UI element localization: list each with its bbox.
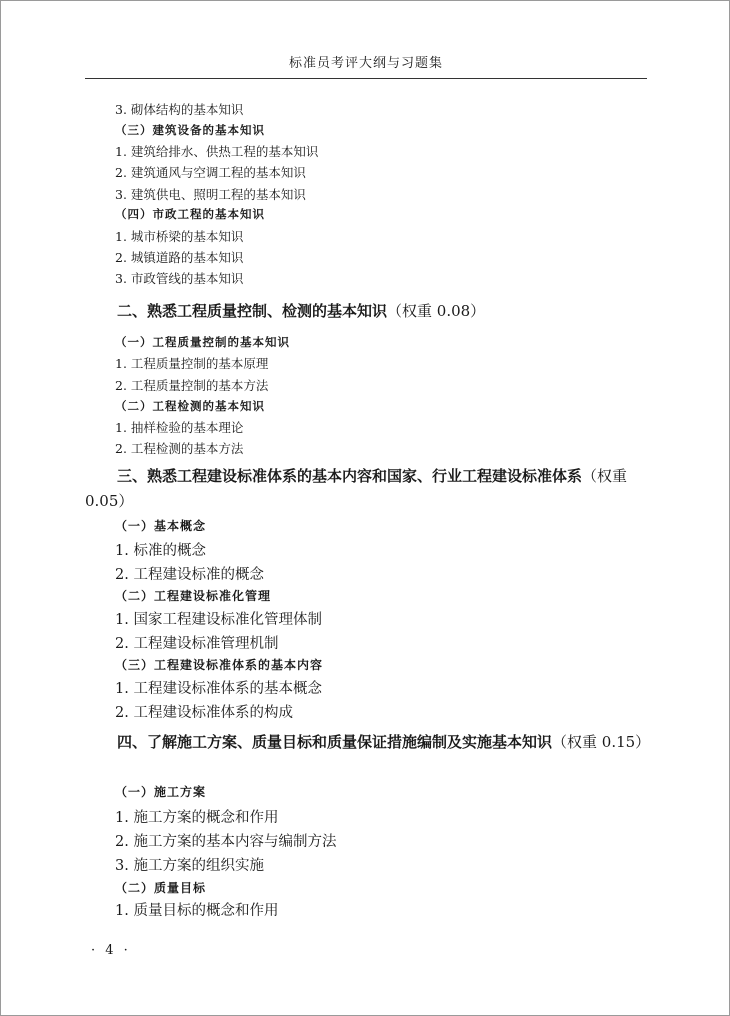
list-item: 3. 施工方案的组织实施 — [115, 858, 264, 874]
list-item: 1. 工程质量控制的基本原理 — [115, 356, 269, 371]
section-title: 四、了解施工方案、质量目标和质量保证措施编制及实施基本知识 — [117, 733, 553, 751]
list-item: 1. 国家工程建设标准化管理体制 — [115, 612, 322, 628]
list-item: 1. 抽样检验的基本理论 — [115, 420, 244, 435]
section-weight: （权重 0.08） — [387, 302, 486, 320]
section-weight: （权重 0.05） — [85, 467, 628, 510]
subsection-heading: （三）建筑设备的基本知识 — [115, 123, 265, 137]
section-heading — [117, 300, 485, 321]
section-heading — [85, 464, 651, 514]
list-item: 3. 砌体结构的基本知识 — [115, 102, 244, 117]
list-item: 3. 市政管线的基本知识 — [115, 271, 244, 286]
list-item: 1. 施工方案的概念和作用 — [115, 810, 279, 826]
section-title: 三、熟悉工程建设标准体系的基本内容和国家、行业工程建设标准体系 — [117, 467, 583, 485]
subsection-heading: （一）基本概念 — [115, 519, 207, 533]
subsection-heading: （四）市政工程的基本知识 — [115, 207, 265, 221]
list-item: 1. 建筑给排水、供热工程的基本知识 — [115, 144, 319, 159]
list-item: 2. 工程建设标准的概念 — [115, 567, 264, 583]
subsection-heading: （二）工程检测的基本知识 — [115, 399, 265, 413]
list-item: 2. 城镇道路的基本知识 — [115, 250, 244, 265]
running-header: 标准员考评大纲与习题集 — [288, 56, 443, 71]
list-item: 2. 工程建设标准体系的构成 — [115, 705, 293, 721]
list-item: 3. 建筑供电、照明工程的基本知识 — [115, 187, 306, 202]
list-item: 1. 标准的概念 — [115, 543, 206, 559]
subsection-heading: （一）工程质量控制的基本知识 — [115, 335, 290, 349]
list-item: 1. 工程建设标准体系的基本概念 — [115, 681, 322, 697]
list-item: 2. 工程建设标准管理机制 — [115, 636, 279, 652]
subsection-heading: （一）施工方案 — [115, 785, 207, 799]
list-item: 2. 建筑通风与空调工程的基本知识 — [115, 165, 306, 180]
list-item: 2. 工程检测的基本方法 — [115, 441, 244, 456]
section-title: 二、熟悉工程质量控制、检测的基本知识 — [117, 302, 388, 320]
list-item: 2. 工程质量控制的基本方法 — [115, 378, 269, 393]
section-heading — [85, 730, 651, 755]
subsection-heading: （三）工程建设标准体系的基本内容 — [115, 658, 324, 672]
subsection-heading: （二）工程建设标准化管理 — [115, 589, 272, 603]
page-number: · 4 · — [91, 943, 131, 958]
subsection-heading: （二）质量目标 — [115, 881, 207, 895]
section-weight: （权重 0.15） — [552, 733, 651, 751]
list-item: 1. 城市桥梁的基本知识 — [115, 229, 244, 244]
list-item: 2. 施工方案的基本内容与编制方法 — [115, 834, 337, 850]
list-item: 1. 质量目标的概念和作用 — [115, 903, 279, 919]
header-rule — [85, 78, 647, 79]
